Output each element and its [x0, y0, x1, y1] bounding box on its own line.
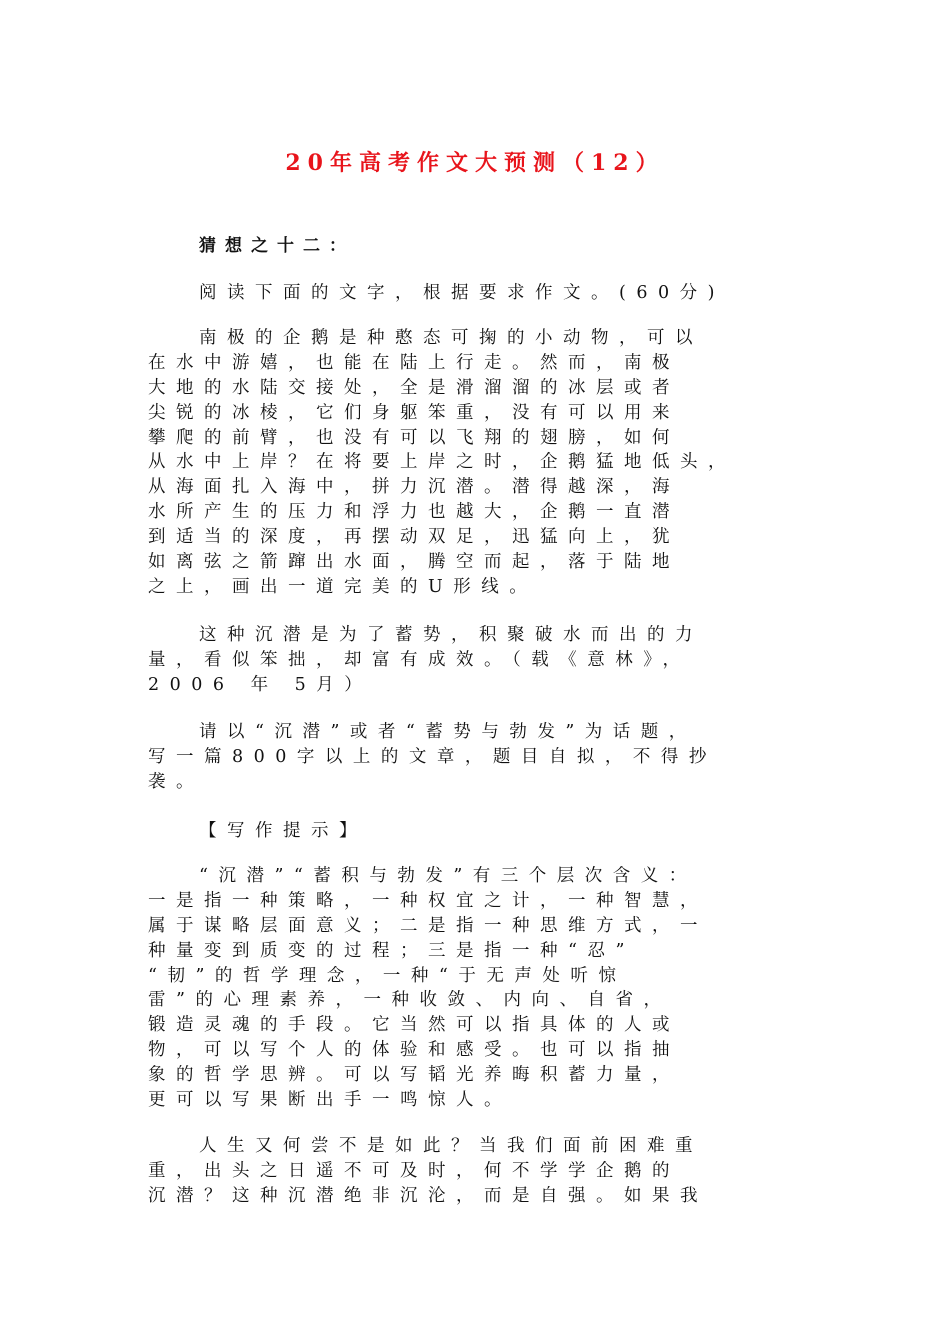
text-line: “沉潜”“蓄积与勃发”有三个层次含义： [199, 866, 697, 886]
hint-heading: 【写作提示】 [199, 821, 367, 841]
paragraph-life [148, 1134, 828, 1209]
text-line: 之上，画出一道完美的U形线。 [148, 576, 538, 597]
paragraph-hint [148, 864, 828, 1113]
paragraph-penguin [148, 326, 828, 600]
document-title: 20年高考作文大预测（12） [285, 150, 665, 176]
text-line: 沉潜？这种沉潜绝非沉沦，而是自强。如果我 [148, 1185, 708, 1206]
text-line: 尖锐的冰棱，它们身躯笨重，没有可以用来 [148, 402, 680, 423]
prompt-instruction [148, 281, 828, 306]
text-line: 袭。 [148, 771, 204, 792]
text-line: 物，可以写个人的体验和感受。也可以指抽 [148, 1040, 680, 1061]
prompt-line: 阅读下面的文字，根据要求作文。(60分) [199, 283, 725, 303]
text-line: 2006 年 5月） [148, 674, 373, 695]
text-line: 攀爬的前臂，也没有可以飞翔的翅膀，如何 [148, 427, 680, 448]
text-line: 大地的水陆交接处，全是滑溜溜的冰层或者 [148, 377, 680, 398]
text-line: 这种沉潜是为了蓄势，积聚破水而出的力 [199, 625, 703, 645]
text-line: 一是指一种策略，一种权宜之计，一种智慧， [148, 890, 708, 911]
text-line: 从水中上岸？在将要上岸之时，企鹅猛地低头， [148, 452, 736, 473]
text-line: 量，看似笨拙，却富有成效。（载《意林》， [148, 649, 691, 670]
text-line: 写一篇800字以上的文章，题目自拟，不得抄 [148, 746, 717, 767]
text-line: 象的哲学思辨。可以写韬光养晦积蓄力量， [148, 1065, 680, 1086]
text-line: 到适当的深度，再摆动双足，迅猛向上，犹 [148, 527, 680, 548]
text-line: 锻造灵魂的手段。它当然可以指具体的人或 [148, 1015, 680, 1036]
text-line: 种量变到质变的过程；三是指一种“忍” [148, 940, 635, 961]
text-line: 水所产生的压力和浮力也越大，企鹅一直潜 [148, 502, 680, 523]
text-line: 南极的企鹅是种憨态可掬的小动物，可以 [199, 328, 703, 348]
text-line: 请以“沉潜”或者“蓄势与勃发”为话题， [199, 722, 697, 742]
text-line: 雷”的心理素养，一种收敛、内向、自省， [148, 990, 672, 1011]
section-heading: 猜想之十二： [199, 236, 355, 256]
text-line: 属于谋略层面意义；二是指一种思维方式，一 [148, 915, 708, 936]
text-line: “韧”的哲学理念，一种“于无声处听惊 [148, 965, 627, 986]
text-line: 人生又何尝不是如此？当我们面前困难重 [199, 1136, 703, 1156]
paragraph-requirement [148, 720, 828, 795]
text-line: 如离弦之箭蹿出水面，腾空而起，落于陆地 [148, 552, 680, 573]
text-line: 从海面扎入海中，拼力沉潜。潜得越深，海 [148, 477, 680, 498]
text-line: 重，出头之日遥不可及时，何不学学企鹅的 [148, 1160, 680, 1181]
text-line: 在水中游嬉，也能在陆上行走。然而，南极 [148, 352, 680, 373]
text-line: 更可以写果断出手一鸣惊人。 [148, 1090, 512, 1111]
paragraph-source [148, 623, 828, 698]
